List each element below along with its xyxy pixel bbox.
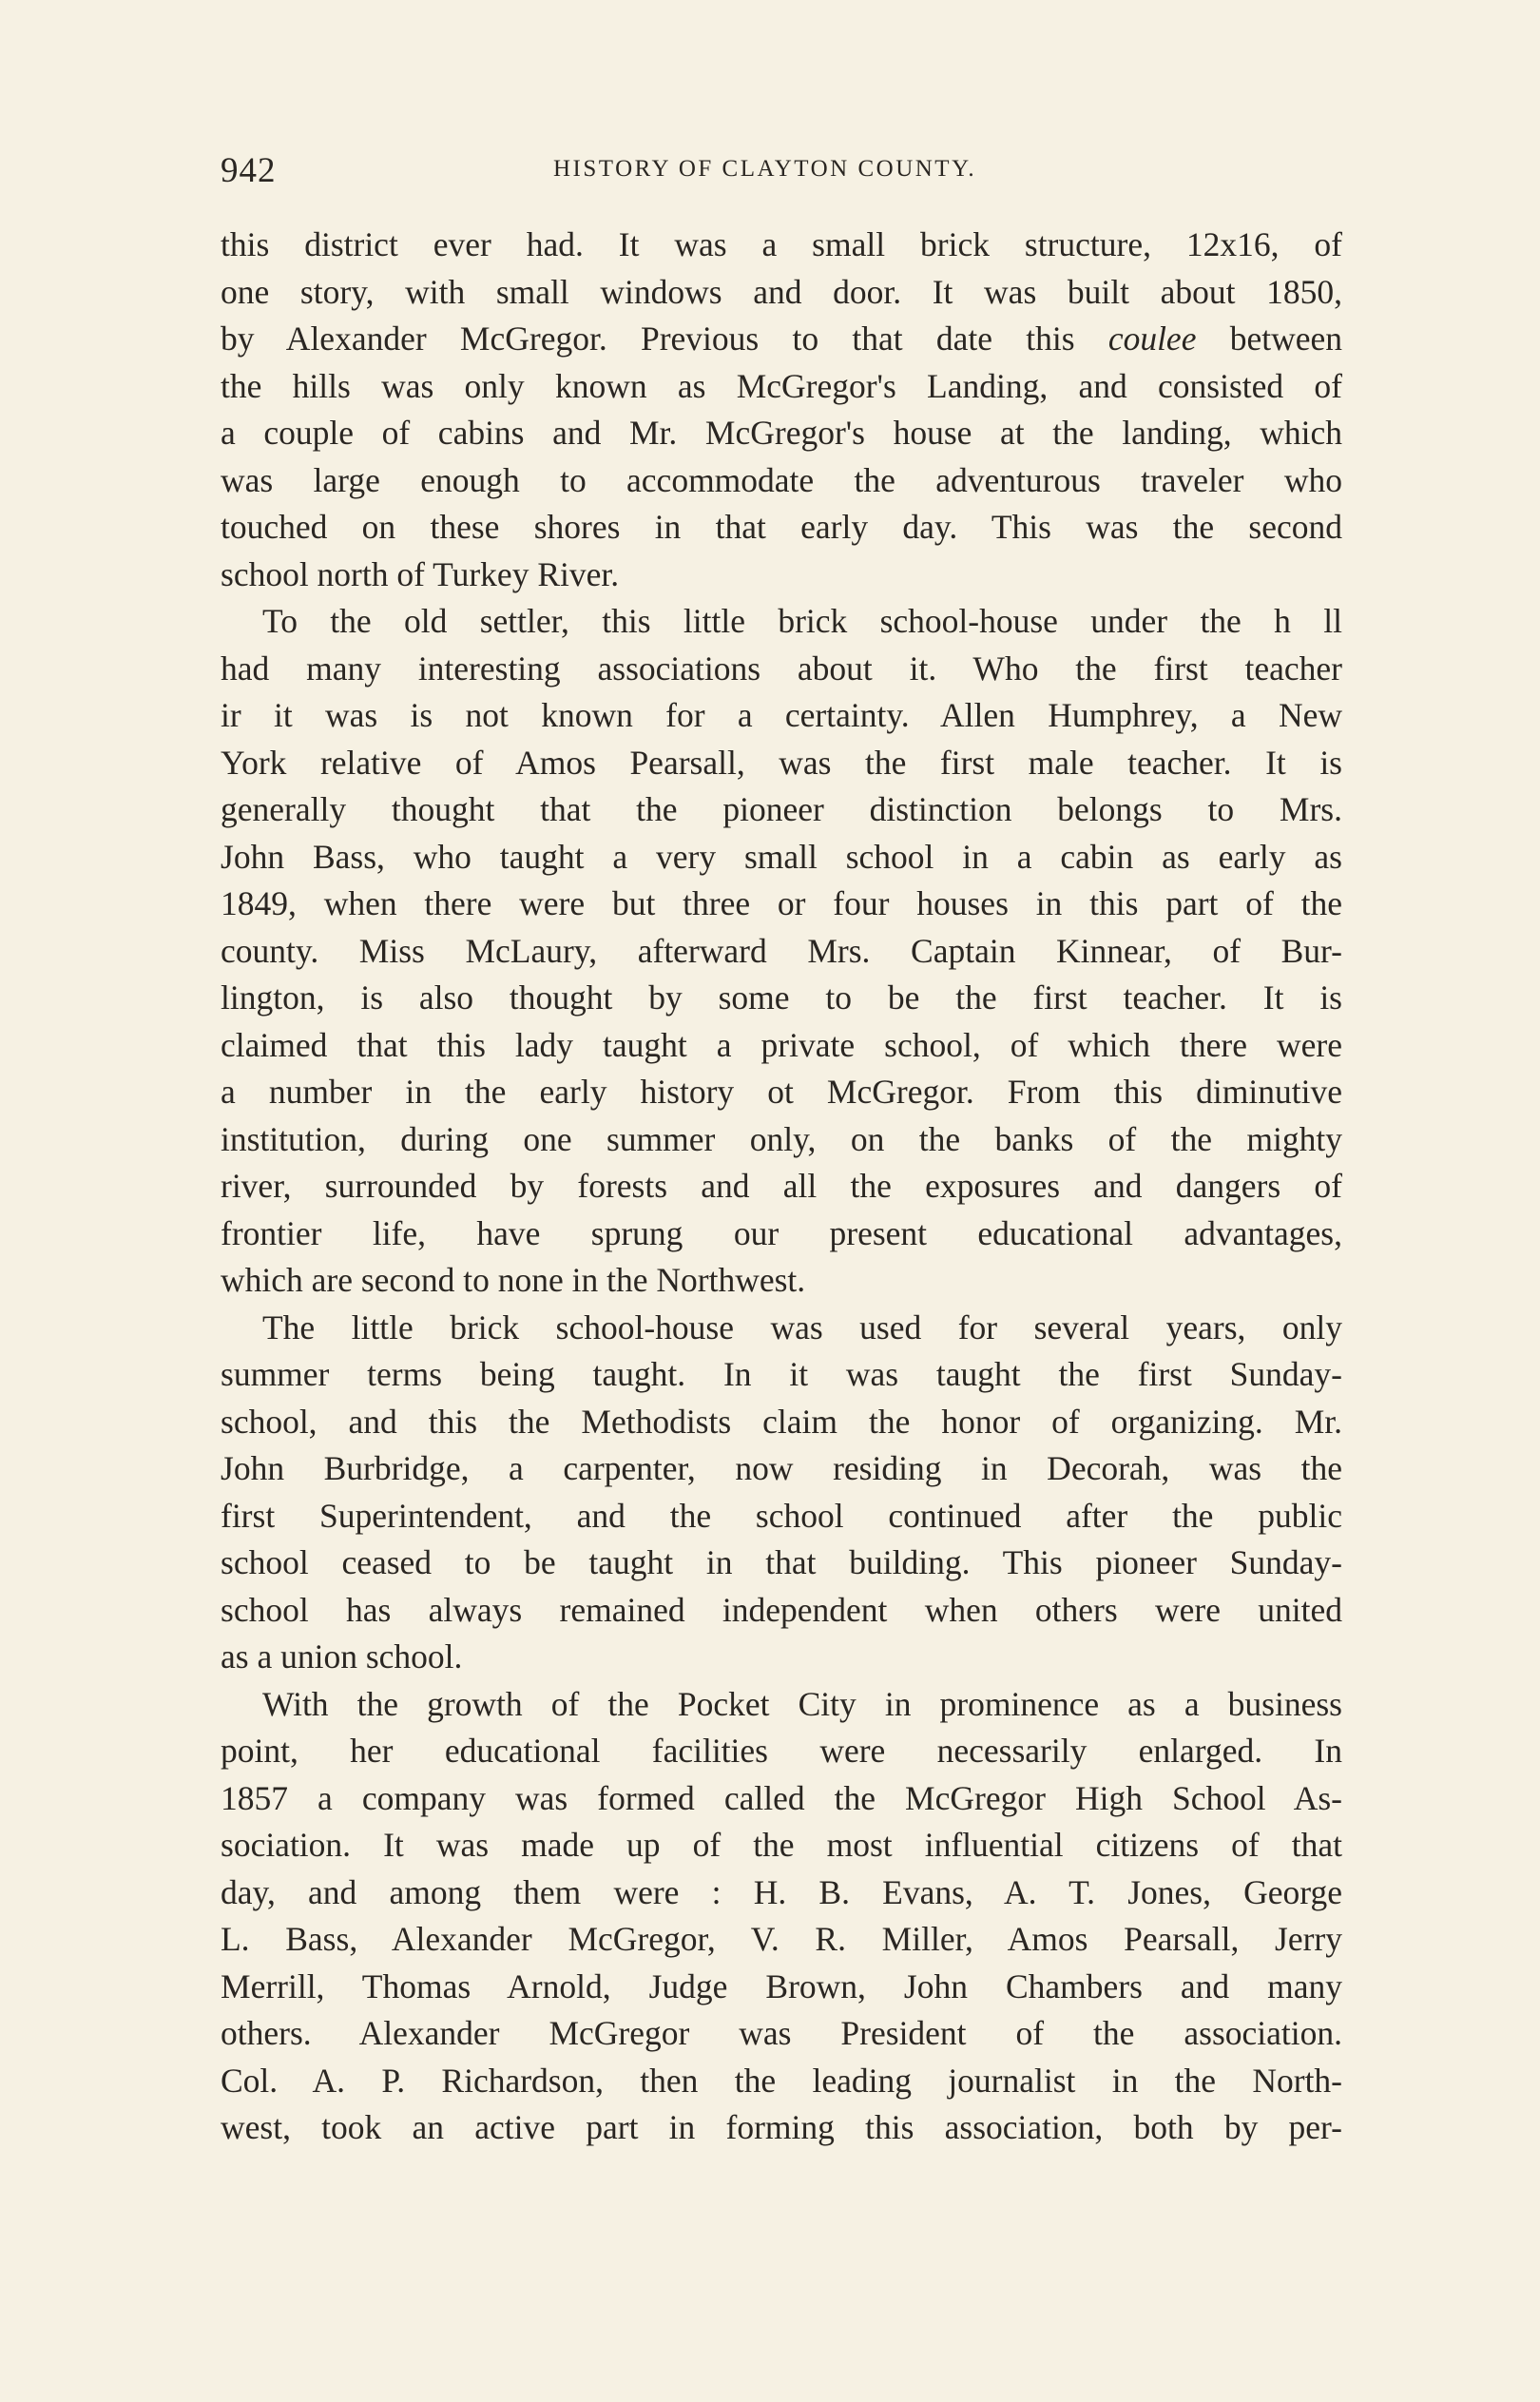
text-line: Merrill, Thomas Arnold, Judge Brown, John Chambers and many xyxy=(221,1966,1342,2005)
page-number: 942 xyxy=(221,151,277,190)
text-line: day, and among them were : H. B. Evans, A. T. Jones, George xyxy=(221,1872,1342,1911)
text-line: was large enough to accommodate the adventurous traveler who xyxy=(221,460,1342,499)
text-line: school has always remained independent when others were united xyxy=(221,1590,1342,1629)
text-line: by Alexander McGregor. Previous to that date this coulee between xyxy=(221,320,1342,358)
text-line: summer terms being taught. In it was taught the first Sunday- xyxy=(221,1355,1342,1393)
text-line: school ceased to be taught in that building. This pioneer Sunday- xyxy=(221,1543,1342,1581)
text-line: others. Alexander McGregor was President of the association. xyxy=(221,2014,1342,2052)
text-line: With the growth of the Pocket City in prominence as a business xyxy=(262,1684,1342,1723)
text-line: as a union school. xyxy=(221,1637,463,1676)
text-line: point, her educational facilities were necessarily enlarged. In xyxy=(221,1732,1342,1770)
running-title: HISTORY OF CLAYTON COUNTY. xyxy=(553,156,977,182)
text-line: school, and this the Methodists claim the honor of organizing. Mr. xyxy=(221,1402,1342,1441)
text-line: river, surrounded by forests and all the exposures and dangers of xyxy=(221,1167,1342,1205)
text-line: county. Miss McLaury, afterward Mrs. Captain Kinnear, of Bur- xyxy=(221,931,1342,970)
text-line: To the old settler, this little brick school-house under the h ll xyxy=(262,602,1342,640)
text-line: school north of Turkey River. xyxy=(221,554,620,593)
text-line: institution, during one summer only, on the banks of the mighty xyxy=(221,1119,1342,1158)
text-line: a number in the early history ot McGregor. From this diminutive xyxy=(221,1073,1342,1111)
text-line: a couple of cabins and Mr. McGregor's house at the landing, which xyxy=(221,414,1342,452)
text-line: first Superintendent, and the school continued after the public xyxy=(221,1496,1342,1535)
text-line: one story, with small windows and door. It was built about 1850, xyxy=(221,272,1342,311)
text-line: Col. A. P. Richardson, then the leading journalist in the North- xyxy=(221,2061,1342,2100)
text-line: frontier life, have sprung our present educational advantages, xyxy=(221,1213,1342,1252)
text-line: sociation. It was made up of the most influential citizens of that xyxy=(221,1826,1342,1864)
text-line: touched on these shores in that early day. This was the second xyxy=(221,508,1342,546)
body-text xyxy=(221,222,1342,2152)
text-line: this district ever had. It was a small brick structure, 12x16, of xyxy=(221,225,1342,263)
text-line: 1857 a company was formed called the McGregor High School As- xyxy=(221,1778,1342,1817)
text-line: claimed that this lady taught a private school, of which there were xyxy=(221,1025,1342,1064)
running-head xyxy=(221,150,1342,198)
text-line: The little brick school-house was used for several years, only xyxy=(262,1308,1342,1346)
text-line: York relative of Amos Pearsall, was the first male teacher. It is xyxy=(221,743,1342,782)
text-line: generally thought that the pioneer distinction belongs to Mrs. xyxy=(221,790,1342,828)
text-line: west, took an active part in forming this association, both by per- xyxy=(221,2108,1342,2146)
text-line: John Bass, who taught a very small school in a cabin as early as xyxy=(221,837,1342,876)
text-line: the hills was only known as McGregor's Landing, and consisted of xyxy=(221,366,1342,405)
text-line: L. Bass, Alexander McGregor, V. R. Miller, Amos Pearsall, Jerry xyxy=(221,1920,1342,1958)
text-line: which are second to none in the Northwest. xyxy=(221,1261,806,1299)
text-line: John Burbridge, a carpenter, now residing in Decorah, was the xyxy=(221,1449,1342,1487)
text-line: lington, is also thought by some to be the first teacher. It is xyxy=(221,978,1342,1017)
text-line: ir it was is not known for a certainty. Allen Humphrey, a New xyxy=(221,696,1342,734)
italic-word: coulee xyxy=(1107,320,1197,358)
text-line: had many interesting associations about it. Who the first teacher xyxy=(221,649,1342,688)
text-line: 1849, when there were but three or four houses in this part of the xyxy=(221,884,1342,922)
